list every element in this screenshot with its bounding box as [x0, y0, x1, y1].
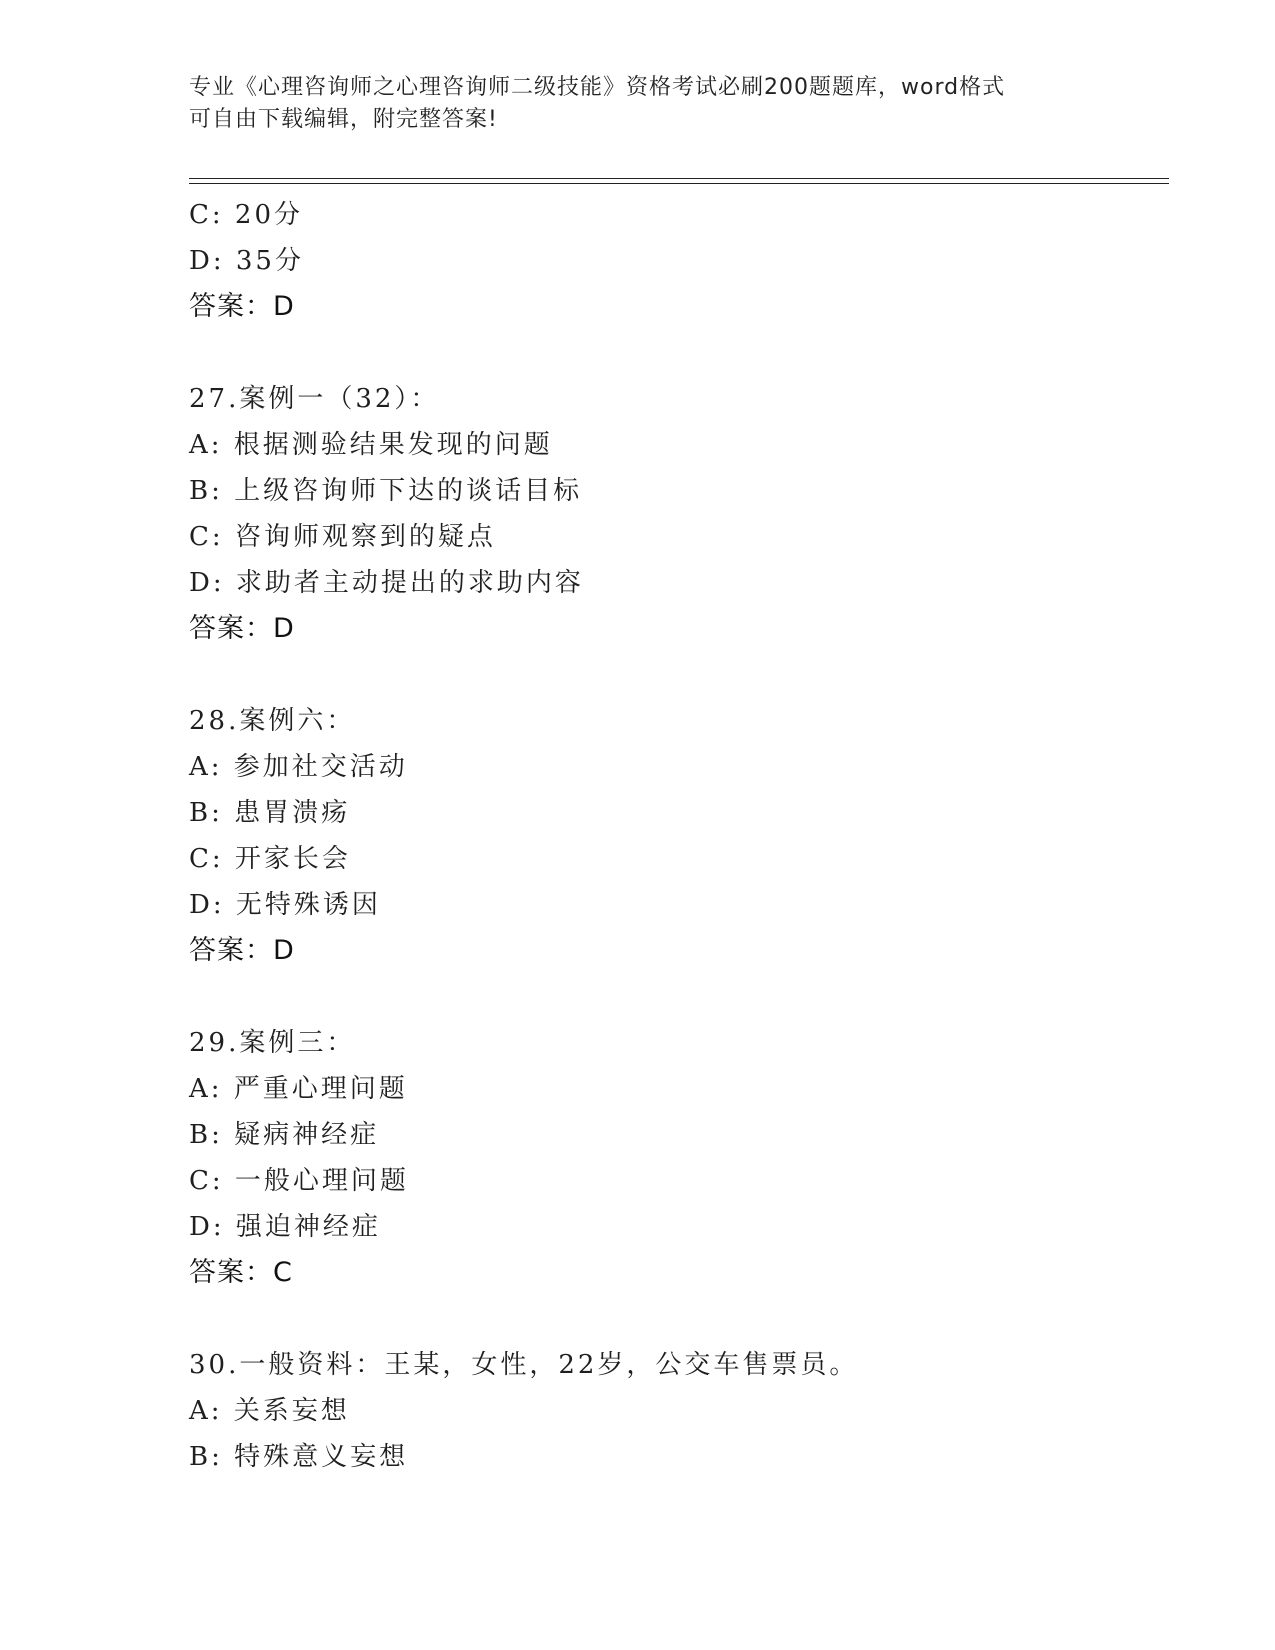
- answer: 答案：D: [189, 291, 295, 322]
- spacer: [189, 652, 1169, 698]
- question-26-block: [189, 192, 1169, 330]
- question-title: 30.一般资料：王某，女性，22岁，公交车售票员。: [189, 1350, 859, 1380]
- document-header: [189, 72, 1089, 136]
- answer: 答案：D: [189, 613, 295, 644]
- header-line-2: 可自由下载编辑，附完整答案!: [189, 107, 498, 132]
- spacer: [189, 1296, 1169, 1342]
- option-a: A: 关系妄想: [189, 1396, 350, 1426]
- option-a: A: 严重心理问题: [189, 1074, 408, 1104]
- question-27-block: [189, 376, 1169, 652]
- spacer: [189, 974, 1169, 1020]
- option-d: D: 求助者主动提出的求助内容: [189, 568, 584, 598]
- option-c: C: 咨询师观察到的疑点: [189, 522, 496, 552]
- question-title: 29.案例三：: [189, 1028, 356, 1058]
- header-divider-top: [189, 178, 1169, 179]
- header-line-1: 专业《心理咨询师之心理咨询师二级技能》资格考试必刷200题题库，word格式: [189, 75, 1006, 100]
- question-30-block: [189, 1342, 1169, 1480]
- option-d: D: 35分: [189, 246, 304, 276]
- option-b: B: 患胃溃疡: [189, 798, 351, 828]
- question-title: 27.案例一（32）：: [189, 384, 440, 414]
- option-b: B: 上级咨询师下达的谈话目标: [189, 476, 583, 506]
- option-a: A: 根据测验结果发现的问题: [189, 430, 553, 460]
- option-c: C: 开家长会: [189, 844, 351, 874]
- option-c: C: 一般心理问题: [189, 1166, 409, 1196]
- option-c: C: 20分: [189, 200, 304, 230]
- question-title: 28.案例六：: [189, 706, 356, 736]
- header-divider-bottom: [189, 183, 1169, 184]
- question-29-block: [189, 1020, 1169, 1296]
- option-d: D: 强迫神经症: [189, 1212, 381, 1242]
- answer: 答案：D: [189, 935, 295, 966]
- question-28-block: [189, 698, 1169, 974]
- spacer: [189, 330, 1169, 376]
- option-a: A: 参加社交活动: [189, 752, 408, 782]
- option-b: B: 疑病神经症: [189, 1120, 380, 1150]
- question-list: [189, 192, 1169, 1480]
- option-b: B: 特殊意义妄想: [189, 1442, 409, 1472]
- option-d: D: 无特殊诱因: [189, 890, 381, 920]
- answer: 答案：C: [189, 1257, 293, 1288]
